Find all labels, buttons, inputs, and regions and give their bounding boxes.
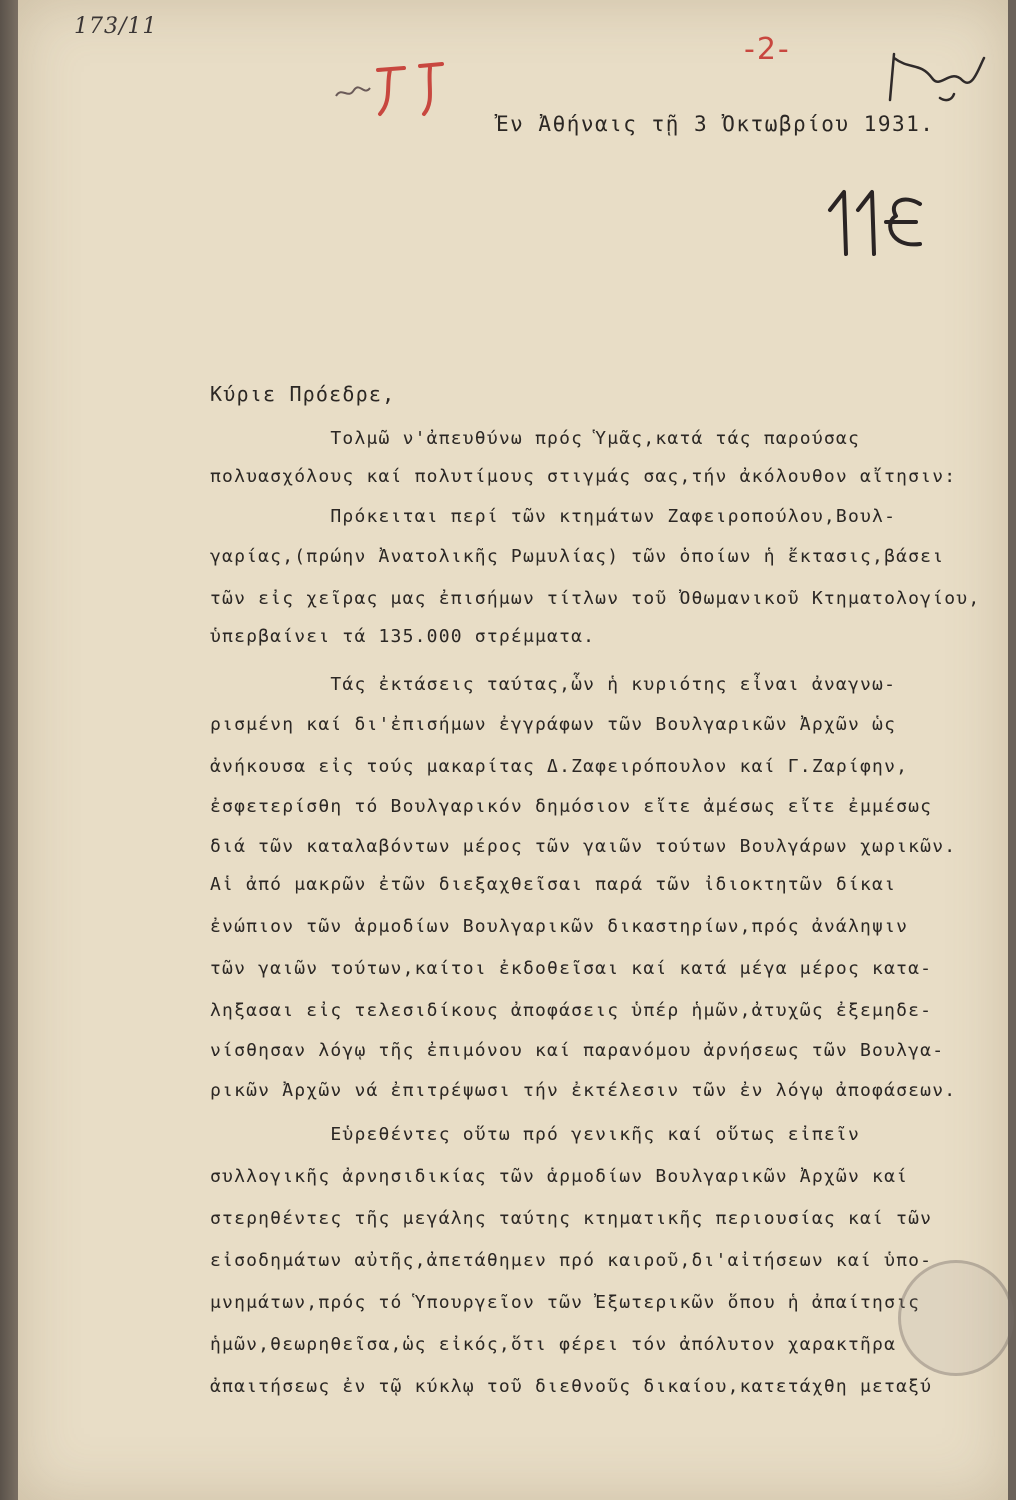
body-line: ἐνώπιον τῶν ἁρμοδίων Βουλγαρικῶν δικαστηρίων,πρός ἀνάληψιν [210,916,909,937]
body-line: ἐσφετερίσθη τό Βουλγαρικόν δημόσιον εἴτε ἀμέσως εἴτε ἐμμέσως [210,796,933,817]
body-line: ρικῶν Ἀρχῶν νά ἐπιτρέψωσι τήν ἐκτέλεσιν τῶν ἐν λόγῳ ἀποφάσεων. [210,1080,957,1101]
body-line: Πρόκειται περί τῶν κτημάτων Ζαφειροπούλου,Βουλ- [210,506,897,527]
body-line: ἀπαιτήσεως ἐν τῷ κύκλῳ τοῦ διεθνοῦς δικαίου,κατετάχθη μεταξύ [210,1376,933,1397]
body-line: διά τῶν καταλαβόντων μέρος τῶν γαιῶν τούτων Βουλγάρων χωρικῶν. [210,836,957,857]
body-line: νίσθησαν λόγῳ τῆς ἐπιμόνου καί παρανόμου ἀρνήσεως τῶν Βουλγα- [210,1040,945,1061]
page-marker: -2- [744,32,791,67]
body-line: συλλογικῆς ἀρνησιδικίας τῶν ἁρμοδίων Βουλγαρικῶν Ἀρχῶν καί [210,1166,909,1187]
body-line: Τάς ἐκτάσεις ταύτας,ὧν ἡ κυριότης εἶναι ἀναγνω- [210,674,897,695]
scan-edge [0,0,18,1500]
body-line: ὑπερβαίνει τά 135.000 στρέμματα. [210,626,596,647]
archive-number: 173/11 [74,14,158,39]
body-line: ληξασαι εἰς τελεσιδίκους ἀποφάσεις ὑπέρ ἡμῶν,ἀτυχῶς ἐξεμηδε- [210,1000,933,1021]
body-line: ἡμῶν,θεωρηθεῖσα,ὡς εἰκός,ὅτι φέρει τόν ἀπόλυτον χαρακτῆρα [210,1334,897,1355]
body-line: ἀνήκουσα εἰς τούς μακαρίτας Δ.Ζαφειρόπουλον καί Γ.Ζαρίφην, [210,756,909,777]
body-line: τῶν εἰς χεῖρας μας ἐπισήμων τίτλων τοῦ Ὀθωμανικοῦ Κτηματολογίου, [210,588,981,609]
body-line: μνημάτων,πρός τό Ὑπουργεῖον τῶν Ἐξωτερικῶν ὅπου ἡ ἀπαίτησις [210,1292,921,1313]
letter-date: Ἐν Ἀθήναις τῇ 3 Ὀκτωβρίου 1931. [496,112,935,136]
red-ink-mark [334,56,454,120]
document-page [18,0,1008,1500]
salutation: Κύριε Πρόεδρε, [210,382,396,406]
body-line: πολυασχόλους καί πολυτίμους στιγμάς σας,τήν ἀκόλουθον αἴτησιν: [210,466,957,487]
body-line: εἰσοδημάτων αὐτῆς,ἀπετάθημεν πρό καιροῦ,δι'αἰτήσεων καί ὑπο- [210,1250,933,1271]
body-line: τῶν γαιῶν τούτων,καίτοι ἐκδοθεῖσαι καί κατά μέγα μέρος κατα- [210,958,933,979]
handwritten-reference [824,186,934,258]
body-line: Εὑρεθέντες οὕτω πρό γενικῆς καί οὕτως εἰπεῖν [210,1124,860,1145]
body-line: Τολμῶ ν'ἀπευθύνω πρός Ὑμᾶς,κατά τάς παρούσας [210,428,860,449]
body-line: στερηθέντες τῆς μεγάλης ταύτης κτηματικῆς περιουσίας καί τῶν [210,1208,933,1229]
signature-scribble [880,40,990,110]
archive-stamp [898,1260,1014,1376]
body-line: ρισμένη καί δι'ἐπισήμων ἐγγράφων τῶν Βουλγαρικῶν Ἀρχῶν ὡς [210,714,897,735]
body-line: γαρίας,(πρώην Ἀνατολικῆς Ρωμυλίας) τῶν ὁποίων ἡ ἔκτασις,βάσει [210,546,945,567]
body-line: Αἱ ἀπό μακρῶν ἐτῶν διεξαχθεῖσαι παρά τῶν ἰδιοκτητῶν δίκαι [210,874,897,895]
